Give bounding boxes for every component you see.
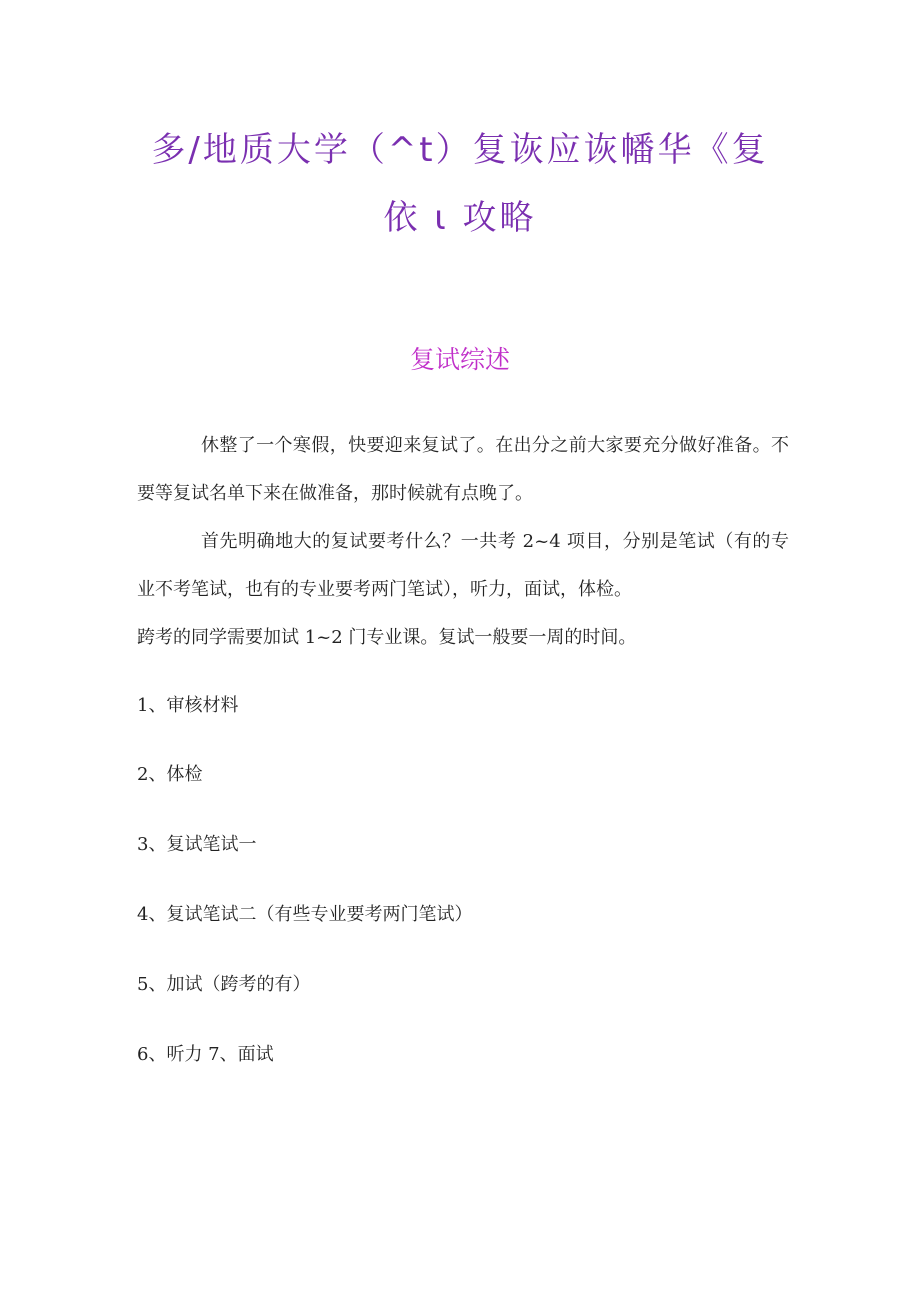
list-item: 4、复试笔试二（有些专业要考两门笔试） <box>137 904 473 925</box>
list-item: 2、体检 <box>137 764 203 785</box>
page-title-line-2: 依 ι 攻略 <box>383 198 537 238</box>
body-paragraph-intro: 休整了一个寒假，快要迎来复试了。在出分之前大家要充分做好准备。不要等复试名单下来在做准备，那时候就有点晚了。 <box>137 435 789 504</box>
body-paragraph-extra-exam: 跨考的同学需要加试 1~2 门专业课。复试一般要一周的时间。 <box>137 627 637 648</box>
list-item: 3、复试笔试一 <box>137 834 257 855</box>
page-title-line-1: 多/地质大学（^t）复诙应诙幡华《复 <box>151 130 769 170</box>
body-paragraph-exam-items: 首先明确地大的复试要考什么？一共考 2~4 项目，分别是笔试（有的专业不考笔试，也有的专业要考两门笔试），听力，面试，体检。 <box>137 531 789 600</box>
section-heading: 复试综述 <box>409 345 510 374</box>
list-item: 6、听力 7、面试 <box>137 1044 274 1065</box>
list-item: 5、加试（跨考的有） <box>137 974 311 995</box>
list-item: 1、审核材料 <box>137 695 239 716</box>
